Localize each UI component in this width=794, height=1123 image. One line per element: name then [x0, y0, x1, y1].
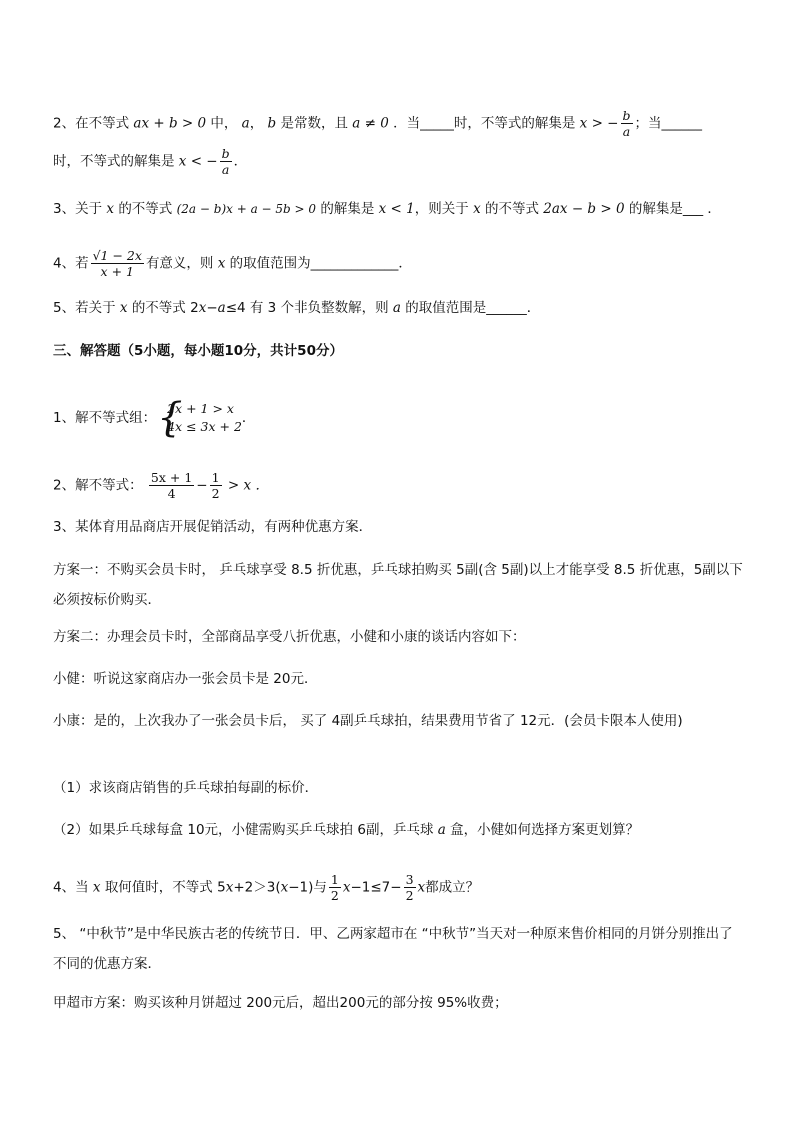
s4-text: 取何值时，不等式 5: [104, 879, 226, 896]
q5-text: ．: [526, 300, 541, 316]
q4-var-x: x: [217, 255, 226, 272]
q2-line1: [53, 108, 702, 139]
q2-text: 2、在不等式: [53, 115, 130, 132]
s3-sub-1: （1）求该商店销售的乒乓球拍每副的标价．: [53, 780, 319, 796]
s2-fraction-1: [149, 470, 194, 501]
s4-var-x: x: [225, 879, 234, 896]
frac-denominator: 2: [211, 486, 220, 501]
s3-intro: 3、某体育用品商店开展促销活动，有两种优惠方案．: [53, 519, 373, 535]
q5-line: [53, 299, 540, 317]
s4-var-x: x: [417, 879, 426, 896]
s2-line: [53, 470, 269, 501]
q4-line: [53, 248, 412, 279]
s2-minus: −: [196, 477, 208, 494]
q5-var-a: a: [392, 300, 401, 316]
s4-text: 4、当: [53, 879, 89, 896]
s1-row-2: 4x ≤ 3x + 2: [167, 419, 242, 434]
q2-text: ；当: [634, 115, 662, 132]
q2-solution-1: x > −: [579, 115, 619, 132]
q3-solution: x < 1: [378, 201, 415, 217]
q2-sep: ，: [249, 115, 264, 132]
s3-var-a: a: [437, 822, 446, 838]
s1-text: ．: [241, 410, 256, 426]
q2-var-a: a: [241, 115, 250, 132]
frac-denominator: a: [622, 124, 631, 139]
q3-blank[interactable]: ___: [682, 201, 704, 217]
frac-numerator: b: [622, 108, 631, 123]
q5-blank[interactable]: ______: [486, 300, 527, 316]
q5-text: 的不等式 2: [131, 300, 199, 316]
s3-xiaokang: 小康：是的，上次我办了一张会员卡后， 买了 4副乒乓球拍，结果费用节省了 12元．(会员卡限本人使用): [53, 713, 683, 729]
q5-var-x: x: [198, 300, 207, 316]
s1-line: [53, 395, 256, 441]
frac-numerator: 3: [405, 872, 414, 887]
frac-denominator: 2: [330, 888, 339, 903]
frac-numerator: √1 − 2x: [92, 248, 142, 263]
q4-text: 有意义，则: [145, 255, 214, 272]
s3-text: 盒，小健如何选择方案更划算？: [450, 822, 640, 838]
frac-numerator: 5x + 1: [150, 470, 193, 485]
q2-text: 时，不等式的解集是: [53, 153, 175, 170]
s4-text: −1≤7−: [350, 879, 402, 896]
q2-text: ．当: [393, 115, 421, 132]
q4-text: 4、若: [53, 255, 89, 272]
frac-denominator: 4: [167, 486, 176, 501]
s4-fraction-1: [329, 872, 341, 903]
frac-numerator: 1: [330, 872, 339, 887]
s3-text: （2）如果乒乓球每盒 10元，小健需购买乒乓球拍 6副，乒乓球: [53, 822, 434, 838]
s1-row-1: 2x + 1 > x: [167, 401, 234, 416]
s3-plan-2: 方案二：办理会员卡时，全部商品享受八折优惠，小健和小康的谈话内容如下：: [53, 629, 526, 645]
q5-text: 5、若关于: [53, 300, 116, 316]
q3-text: 的解集是: [628, 201, 683, 217]
s3-sub-2: [53, 821, 639, 839]
s1-system: [157, 395, 242, 441]
q5-var-a: a: [217, 300, 226, 316]
q3-text: ．: [707, 201, 721, 217]
q3-text: 的不等式: [484, 201, 539, 217]
q2-text: ．: [233, 153, 248, 170]
s5-jia: 甲超市方案：购买该种月饼超过 200元后，超出200元的部分按 95%收费；: [53, 995, 508, 1011]
q2-inequality: ax + b > 0: [133, 115, 207, 132]
q3-text: 的解集是: [320, 201, 375, 217]
q2-text: 中，: [210, 115, 238, 132]
q5-text: −: [206, 300, 218, 316]
q4-fraction: [91, 248, 144, 279]
s2-fraction-2: [210, 470, 222, 501]
s3-plan-1: 方案一：不购买会员卡时， 乒乓球享受 8.5 折优惠，乒乓球拍购买 5副(含 5副)以上才能享受 8.5 折优惠，5副以下必须按标价购买．: [53, 562, 743, 608]
frac-denominator: a: [221, 162, 230, 177]
s1-text: 1、解不等式组：: [53, 410, 157, 426]
q3-text: 3、关于: [53, 201, 103, 217]
frac-numerator: b: [221, 146, 230, 161]
s4-var-x: x: [342, 879, 351, 896]
q2-blank-1[interactable]: _____: [420, 115, 454, 132]
q2-var-b: b: [267, 115, 277, 132]
q4-text: ．: [398, 255, 412, 272]
q2-fraction-2: [220, 146, 232, 177]
s4-fraction-2: [404, 872, 416, 903]
frac-denominator: 2: [405, 888, 414, 903]
q2-line2: [53, 146, 247, 177]
q2-condition: a ≠ 0: [352, 115, 389, 132]
frac-numerator: 1: [211, 470, 220, 485]
q3-inequality: (2a − b)x + a − 5b > 0: [176, 202, 317, 216]
s4-line: [53, 872, 479, 903]
q5-text: ≤4 有 3 个非负整数解，则: [225, 300, 389, 316]
s2-text: 2、解不等式：: [53, 477, 143, 494]
s4-text: 都成立？: [425, 879, 480, 896]
s4-var-x: x: [280, 879, 289, 896]
s4-var-x: x: [92, 879, 101, 896]
section-heading: 三、解答题（5小题，每小题10分，共计50分）: [53, 343, 343, 359]
q4-text: 的取值范围为: [229, 255, 311, 272]
q2-text: 时，不等式的解集是: [453, 115, 576, 132]
q3-line: [53, 200, 721, 218]
q2-blank-2[interactable]: ______: [661, 115, 703, 132]
brace-icon: {: [157, 395, 183, 441]
s5-intro: 5、 “中秋节”是中华民族古老的传统节日．甲、乙两家超市在 “中秋节”当天对一种原来售价相同的月饼分别推出了不同的优惠方案．: [53, 926, 733, 972]
q5-text: 的取值范围是: [405, 300, 487, 316]
s4-text: +2＞3(: [233, 879, 281, 896]
q3-text: 的不等式: [118, 201, 173, 217]
q2-fraction-1: [621, 108, 633, 139]
q2-text: 是常数，且: [280, 115, 348, 132]
q3-var-x: x: [106, 201, 115, 217]
s2-text: > x ．: [227, 477, 269, 494]
s3-xiaojian: 小健：听说这家商店办一张会员卡是 20元．: [53, 671, 318, 687]
q3-text: ，则关于: [414, 201, 469, 217]
q4-blank[interactable]: _____________: [310, 255, 399, 272]
q5-var-x: x: [119, 300, 128, 316]
q2-solution-2: x < −: [178, 153, 218, 170]
s4-text: −1)与: [288, 879, 327, 896]
frac-denominator: x + 1: [100, 264, 134, 279]
q3-inequality-2: 2ax − b > 0: [543, 201, 625, 217]
q3-var-x: x: [473, 201, 481, 217]
